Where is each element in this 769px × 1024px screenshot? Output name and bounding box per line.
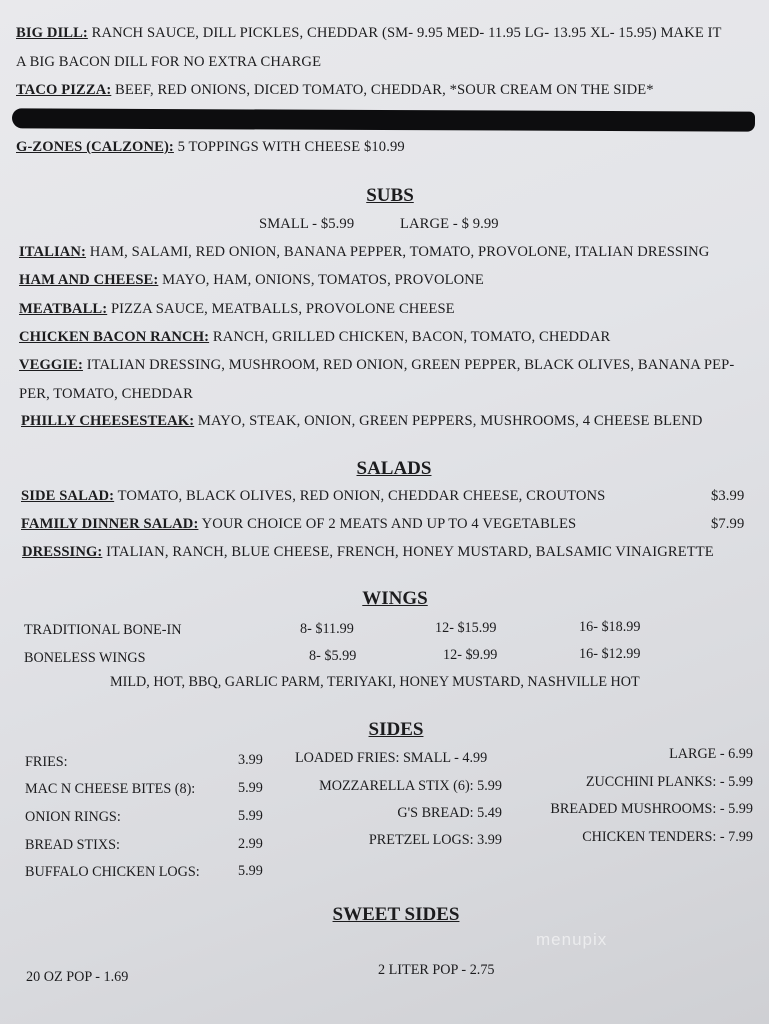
sub-item-label: CHICKEN BACON RANCH: [19, 329, 210, 345]
side-item-name: BREAD STIXS: [25, 837, 120, 853]
side-item-name: FRIES: [25, 754, 68, 770]
sub-item-label: HAM AND CHEESE: [19, 272, 159, 288]
taco-pizza-line [16, 82, 654, 99]
side-item-chicken-tenders: CHICKEN TENDERS: - 7.99 [582, 829, 753, 845]
sub-item-label: PHILLY CHEESESTEAK: [21, 413, 195, 429]
side-item-breaded-mushrooms: BREADED MUSHROOMS: - 5.99 [550, 801, 753, 817]
g-zones-description: 5 TOPPINGS WITH CHEESE $10.99 [173, 139, 405, 155]
sub-item-label: ITALIAN: [19, 244, 87, 260]
menupix-watermark: menupix [536, 930, 608, 949]
side-item-name: BUFFALO CHICKEN LOGS: [25, 864, 200, 880]
salad-item-price: $7.99 [711, 516, 745, 532]
sub-item-description: MAYO, STEAK, ONION, GREEN PEPPERS, MUSHROOMS, 4 CHEESE BLEND [194, 413, 703, 429]
big-dill-line-2: A BIG BACON DILL FOR NO EXTRA CHARGE [16, 54, 322, 70]
subs-small-price: SMALL - $5.99 [259, 216, 355, 232]
sweet-sides-heading: SWEET SIDES [332, 904, 460, 925]
sub-item-ham-and-cheese [19, 272, 484, 289]
side-item-loaded-fries: LOADED FRIES: SMALL - 4.99 [295, 750, 488, 766]
salad-item-side-salad [21, 488, 605, 505]
side-item-pretzel-logs: PRETZEL LOGS: 3.99 [368, 832, 502, 848]
wings-row-price: 12- $15.99 [435, 620, 497, 636]
salad-item-description: TOMATO, BLACK OLIVES, RED ONION, CHEDDAR CHEESE, CROUTONS [114, 488, 606, 504]
salad-item-label: SIDE SALAD: [21, 488, 115, 504]
sub-item-description: HAM, SALAMI, RED ONION, BANANA PEPPER, TOMATO, PROVOLONE, ITALIAN DRESSING [86, 244, 710, 260]
sub-item-label: MEATBALL: [19, 301, 108, 317]
side-item-price: 5.99 [238, 863, 263, 879]
sub-item-description: MAYO, HAM, ONIONS, TOMATOS, PROVOLONE [158, 272, 484, 288]
wings-row-price: 16- $12.99 [579, 646, 641, 662]
sub-item-veggie-continued: PER, TOMATO, CHEDDAR [19, 386, 193, 402]
sub-item-description: ITALIAN DRESSING, MUSHROOM, RED ONION, GREEN PEPPER, BLACK OLIVES, BANANA PEP- [82, 357, 735, 373]
g-zones-label: G-ZONES (CALZONE): [16, 139, 174, 155]
big-dill-label: BIG DILL: [16, 25, 88, 41]
salad-item-dressing [22, 544, 714, 561]
big-dill-line-1 [16, 25, 722, 42]
pop-2-liter: 2 LITER POP - 2.75 [378, 962, 495, 978]
salad-item-label: FAMILY DINNER SALAD: [21, 516, 199, 532]
sub-item-description: RANCH, GRILLED CHICKEN, BACON, TOMATO, CHEDDAR [209, 329, 611, 345]
side-item-name: ONION RINGS: [25, 809, 121, 825]
side-item-price: 5.99 [238, 808, 263, 824]
salad-item-label: DRESSING: [22, 544, 103, 560]
salad-item-description: YOUR CHOICE OF 2 MEATS AND UP TO 4 VEGETABLES [198, 516, 577, 532]
salad-item-price: $3.99 [711, 488, 745, 504]
wings-row-price: 8- $5.99 [309, 648, 357, 664]
g-zones-line [16, 139, 405, 156]
side-item-zucchini-planks: ZUCCHINI PLANKS: - 5.99 [585, 774, 753, 790]
wings-heading: WINGS [362, 588, 428, 609]
side-item-price: 5.99 [238, 780, 263, 796]
side-item-gs-bread: G'S BREAD: 5.49 [397, 805, 502, 821]
redaction-bar [12, 108, 755, 131]
sub-item-chicken-bacon-ranch [19, 329, 610, 346]
taco-pizza-label: TACO PIZZA: [16, 82, 112, 98]
sides-heading: SIDES [368, 719, 424, 740]
salad-item-description: ITALIAN, RANCH, BLUE CHEESE, FRENCH, HONEY MUSTARD, BALSAMIC VINAIGRETTE [102, 544, 714, 560]
pop-20oz: 20 OZ POP - 1.69 [26, 969, 129, 985]
big-dill-description: RANCH SAUCE, DILL PICKLES, CHEDDAR (SM- 9.95 MED- 11.95 LG- 13.95 XL- 15.95) MAKE IT [87, 25, 722, 41]
side-item-price: 3.99 [238, 752, 263, 768]
sub-item-meatball [19, 301, 455, 318]
subs-large-price: LARGE - $ 9.99 [400, 216, 499, 232]
sub-item-philly-cheesesteak [21, 413, 702, 430]
wings-row-name: TRADITIONAL BONE-IN [24, 622, 182, 638]
sub-item-veggie [19, 357, 734, 374]
wings-row-price: 8- $11.99 [300, 621, 354, 637]
wings-row-price: 16- $18.99 [579, 619, 641, 635]
sub-item-description: PIZZA SAUCE, MEATBALLS, PROVOLONE CHEESE [107, 301, 455, 317]
salad-item-family-dinner [21, 516, 576, 533]
wings-flavors: MILD, HOT, BBQ, GARLIC PARM, TERIYAKI, HONEY MUSTARD, NASHVILLE HOT [110, 674, 640, 690]
side-item-name: MAC N CHEESE BITES (8): [25, 781, 196, 797]
taco-pizza-description: BEEF, RED ONIONS, DICED TOMATO, CHEDDAR, *SOUR CREAM ON THE SIDE* [111, 82, 654, 98]
side-item-mozzarella-stix: MOZZARELLA STIX (6): 5.99 [319, 778, 502, 794]
wings-row-name: BONELESS WINGS [24, 650, 146, 666]
sub-item-italian [19, 244, 709, 261]
side-item-price: 2.99 [238, 836, 263, 852]
wings-row-price: 12- $9.99 [443, 647, 498, 663]
subs-heading: SUBS [366, 185, 414, 206]
sub-item-label: VEGGIE: [19, 357, 83, 373]
side-item-loaded-fries-large: LARGE - 6.99 [669, 746, 753, 762]
salads-heading: SALADS [356, 458, 432, 479]
